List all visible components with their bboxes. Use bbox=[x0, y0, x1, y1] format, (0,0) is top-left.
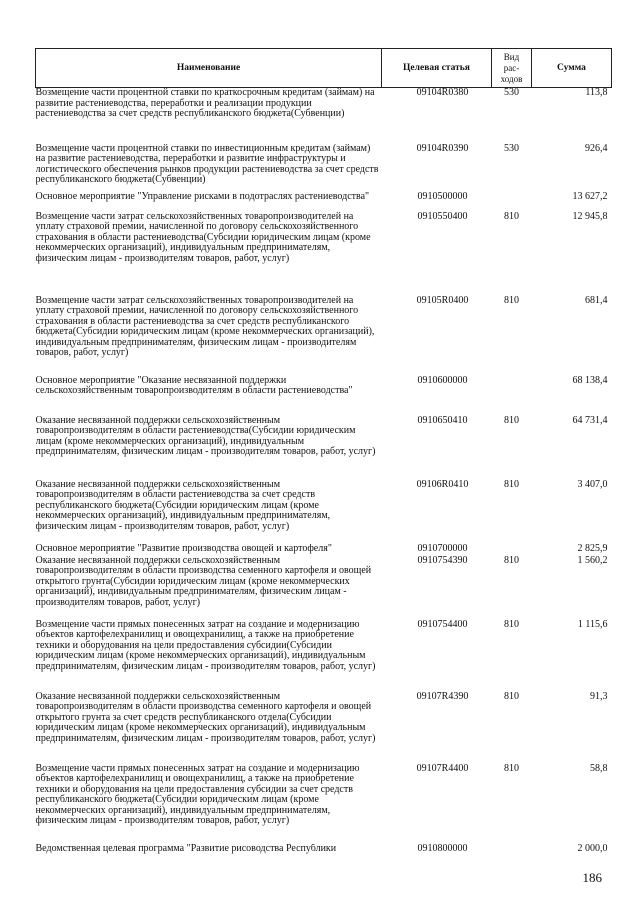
row-name: Возмещение части процентной ставки по инвестиционным кредитам (займам) на развитие растениеводства, переработки и развитие инфраструктуры и логистического обеспечения рынков продукции растениеводства за счет средств республиканского бюджета(Субвенции) bbox=[35, 143, 379, 186]
row-target-code: 0910754400 bbox=[417, 619, 468, 630]
page-number: 186 bbox=[582, 870, 602, 885]
header-kind-line: ходов bbox=[500, 73, 523, 84]
row-target-code: 09107R4400 bbox=[416, 763, 469, 774]
header-name: Наименование bbox=[36, 49, 382, 88]
row-target-code: 09107R4390 bbox=[416, 691, 469, 702]
row-sum: 926,4 bbox=[585, 143, 608, 154]
row-sum: 91,3 bbox=[590, 691, 608, 702]
budget-table bbox=[35, 48, 612, 858]
header-sum: Сумма bbox=[532, 49, 612, 88]
row-kind: 810 bbox=[504, 691, 519, 702]
row-name: Оказание несвязанной поддержки сельскохозяйственным товаропроизводителям в области растениеводства за счет средств республиканского бюджета(Субсидии юридическим лицам (кроме некоммерческих организаций), индивидуальным предпринимателям, физическим лицам - производителям товаров, работ, услуг) bbox=[35, 479, 331, 532]
row-sum: 681,4 bbox=[585, 295, 608, 306]
row-target-code: 09104R0390 bbox=[416, 143, 469, 154]
row-kind: 530 bbox=[504, 143, 519, 154]
row-sum: 113,8 bbox=[585, 87, 608, 98]
table-header-row bbox=[36, 49, 612, 88]
row-kind: 810 bbox=[504, 555, 519, 566]
row-kind bbox=[492, 544, 532, 556]
row-name: Основное мероприятие "Управление рисками в подотраслях растениеводства" bbox=[35, 191, 370, 202]
row-kind bbox=[492, 192, 532, 212]
row-sum: 3 407,0 bbox=[577, 479, 608, 490]
table-row bbox=[36, 88, 612, 144]
row-name: Возмещение части прямых понесенных затрат на создание и модернизацию объектов картофелехранилищ и овощехранилищ, а также на приобретение техники и оборудования на цели предоставления субсидии за счет средств республиканского бюджета(Субсидии юридическим лицам (кроме некоммерческих организаций), индивидуальным предпринимателям, физическим лицам - производителям товаров, работ, услуг) bbox=[35, 763, 360, 827]
row-target-code: 0910700000 bbox=[417, 543, 468, 554]
row-target-code: 09106R0410 bbox=[416, 479, 469, 490]
row-sum: 13 627,2 bbox=[572, 191, 608, 202]
table-row bbox=[36, 296, 612, 376]
row-target-code: 0910550400 bbox=[417, 211, 468, 222]
table-row bbox=[36, 556, 612, 620]
row-name: Возмещение части затрат сельскохозяйственных товаропроизводителей на уплату страховой премии, начисленной по договору сельскохозяйственного страхования в области растениеводства(Субсидии юридическим лицам (кроме некоммерческих организаций), индивидуальным предпринимателям, физическим лицам - производителям товаров, работ, услуг) bbox=[35, 211, 371, 264]
row-kind: 810 bbox=[504, 295, 519, 306]
row-name: Основное мероприятие "Развитие производства овощей и картофеля" bbox=[35, 543, 332, 554]
row-target-code: 09104R0380 bbox=[416, 87, 469, 98]
row-kind: 810 bbox=[504, 763, 519, 774]
row-name: Оказание несвязанной поддержки сельскохозяйственным товаропроизводителям в области производства семенного картофеля и овощей открытого грунта(Субсидии юридическим лицам (кроме некоммерческих организаций), индивидуальным предпринимателям, физическим лицам - производителям товаров, работ, услуг) bbox=[35, 555, 372, 608]
row-target-code: 09105R0400 bbox=[416, 295, 469, 306]
table-row bbox=[36, 192, 612, 212]
row-name: Ведомственная целевая программа "Развитие рисоводства Республики bbox=[35, 843, 337, 854]
table-row bbox=[36, 376, 612, 416]
header-target: Целевая статья bbox=[382, 49, 492, 88]
row-kind: 810 bbox=[504, 619, 519, 630]
row-sum: 68 138,4 bbox=[572, 375, 608, 386]
row-kind: 810 bbox=[504, 211, 519, 222]
table-row bbox=[36, 764, 612, 844]
row-sum: 2 000,0 bbox=[577, 843, 608, 854]
row-name: Возмещение части процентной ставки по краткосрочным кредитам (займам) на развитие растениеводства, переработки и реализации продукции растениеводства за счет средств республиканского бюджета(Субвенции) bbox=[35, 87, 375, 120]
header-kind-line: Вид bbox=[503, 51, 520, 62]
row-kind: 810 bbox=[504, 415, 519, 426]
row-sum: 64 731,4 bbox=[572, 415, 608, 426]
row-sum: 12 945,8 bbox=[572, 211, 608, 222]
row-sum: 1 115,6 bbox=[577, 619, 608, 630]
row-target-code: 0910650410 bbox=[417, 415, 468, 426]
row-name: Возмещение части затрат сельскохозяйственных товаропроизводителей на уплату страховой премии, начисленной по договору сельскохозяйственного страхования в области растениеводства за счет средств республиканского бюджета(Субсидии юридическим лицам (кроме некоммерческих организаций), индивидуальным предпринимателям, физическим лицам - производителям товаров, работ, услуг) bbox=[35, 295, 375, 359]
row-sum: 1 560,2 bbox=[577, 555, 608, 566]
table-row bbox=[36, 144, 612, 192]
row-name: Основное мероприятие "Оказание несвязанной поддержки сельскохозяйственным товаропроизводителям в области растениеводства" bbox=[35, 375, 353, 397]
row-name: Оказание несвязанной поддержки сельскохозяйственным товаропроизводителям в области производства семенного картофеля и овощей открытого грунта за счет средств республиканского отдела(Субсидии юридическим лицам (кроме некоммерческих организаций), индивидуальным предпринимателям, физическим лицам - производителям товаров, работ, услуг) bbox=[35, 691, 376, 744]
row-kind: 810 bbox=[504, 479, 519, 490]
table-row bbox=[36, 212, 612, 296]
budget-table-page bbox=[35, 48, 611, 858]
row-target-code: 0910500000 bbox=[417, 191, 468, 202]
row-name: Возмещение части прямых понесенных затрат на создание и модернизацию объектов картофелехранилищ и овощехранилищ, а также на приобретение техники и оборудования на цели предоставления субсидии(Субсидии юридическим лицам (кроме некоммерческих организаций), индивидуальным предпринимателям, физическим лицам - производителям товаров, работ, услуг) bbox=[35, 619, 376, 672]
row-target-code: 0910800000 bbox=[417, 843, 468, 854]
row-kind bbox=[492, 844, 532, 858]
table-row bbox=[36, 544, 612, 556]
row-kind: 530 bbox=[504, 87, 519, 98]
header-kind bbox=[492, 49, 532, 88]
row-name: Оказание несвязанной поддержки сельскохозяйственным товаропроизводителям в области растениеводства(Субсидии юридическим лицам (кроме некоммерческих организаций), индивидуальным предпринимателям, физическим лицам - производителям товаров, работ, услуг) bbox=[35, 415, 376, 458]
table-row bbox=[36, 620, 612, 692]
row-target-code: 0910600000 bbox=[417, 375, 468, 386]
table-row bbox=[36, 692, 612, 764]
header-kind-line: рас- bbox=[503, 62, 520, 73]
row-kind bbox=[492, 376, 532, 416]
row-sum: 58,8 bbox=[590, 763, 608, 774]
row-sum: 2 825,9 bbox=[577, 543, 608, 554]
table-row bbox=[36, 416, 612, 480]
row-target-code: 0910754390 bbox=[417, 555, 468, 566]
table-row bbox=[36, 844, 612, 858]
table-row bbox=[36, 480, 612, 544]
